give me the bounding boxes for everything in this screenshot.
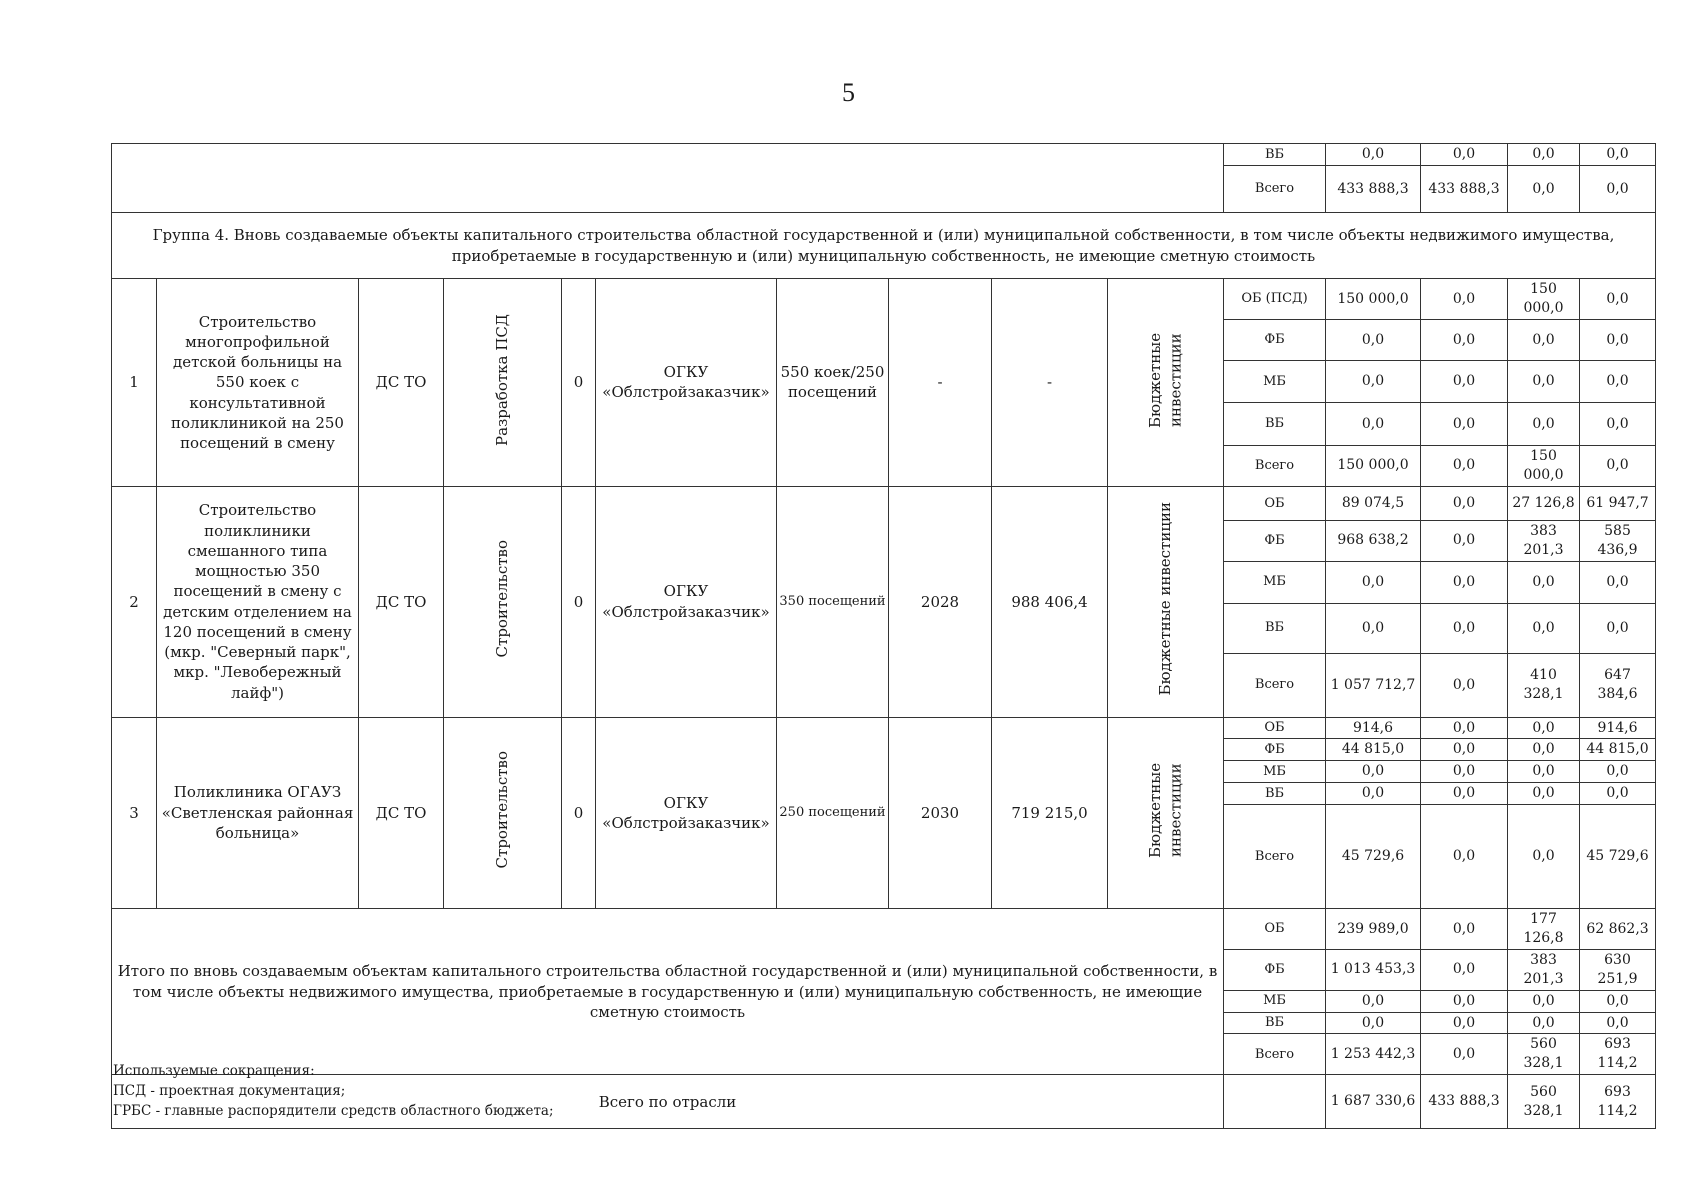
stage-text: Строительство <box>493 540 512 658</box>
value-cell: 62 862,3 <box>1580 909 1656 950</box>
grbs-cell: ДС ТО <box>359 486 444 717</box>
value-cell: 0,0 <box>1508 361 1580 403</box>
value-cell: 0,0 <box>1421 805 1508 909</box>
value-cell: 0,0 <box>1326 761 1421 783</box>
value-cell: 44 815,0 <box>1580 739 1656 761</box>
value-cell: 410 328,1 <box>1508 653 1580 717</box>
value-cell: 433 888,3 <box>1421 1075 1508 1129</box>
grbs-cell: ДС ТО <box>359 717 444 909</box>
value-cell: 0,0 <box>1421 361 1508 403</box>
value-cell: 0,0 <box>1421 739 1508 761</box>
source-label: ФБ <box>1224 739 1326 761</box>
source-label: ВБ <box>1224 603 1326 653</box>
value-cell: 0,0 <box>1326 144 1421 166</box>
zero-cell: 0 <box>562 486 596 717</box>
notes-heading: Используемые сокращения: <box>113 1063 315 1079</box>
value-cell: 560 328,1 <box>1508 1075 1580 1129</box>
value-cell: 0,0 <box>1508 144 1580 166</box>
value-cell: 0,0 <box>1580 446 1656 487</box>
source-label: Всего <box>1224 446 1326 487</box>
funding-type-text: Бюджетные инвестиции <box>1146 762 1185 858</box>
source-label: Всего <box>1224 653 1326 717</box>
value-cell: 0,0 <box>1421 717 1508 739</box>
value-cell: 177 126,8 <box>1508 909 1580 950</box>
row-number: 3 <box>112 717 157 909</box>
value-cell: 0,0 <box>1421 486 1508 520</box>
source-label: Всего <box>1224 166 1326 213</box>
capacity-cell: 250 посещений <box>777 717 889 909</box>
value-cell: 0,0 <box>1508 739 1580 761</box>
customer-cell: ОГКУ «Облстройзаказчик» <box>596 717 777 909</box>
value-cell: 0,0 <box>1508 603 1580 653</box>
zero-cell: 0 <box>562 279 596 487</box>
value-cell: 0,0 <box>1326 361 1421 403</box>
value-cell: 150 000,0 <box>1326 279 1421 320</box>
value-cell: 0,0 <box>1580 166 1656 213</box>
object-name: Строительство поликлиники смешанного типа мощностью 350 посещений в смену с детским отделением на 120 посещений в смену (мкр. "Северный парк", мкр. "Левобережный лайф") <box>157 486 359 717</box>
value-cell: 0,0 <box>1580 990 1656 1012</box>
row-number: 1 <box>112 279 157 487</box>
funding-type-cell <box>1108 486 1224 717</box>
table-row <box>112 486 1656 520</box>
source-label: МБ <box>1224 761 1326 783</box>
value-cell: 1 253 442,3 <box>1326 1034 1421 1075</box>
value-cell: 0,0 <box>1508 805 1580 909</box>
zero-cell: 0 <box>562 717 596 909</box>
value-cell: 0,0 <box>1421 144 1508 166</box>
value-cell: 45 729,6 <box>1326 805 1421 909</box>
value-cell: 0,0 <box>1508 1012 1580 1034</box>
value-cell: 89 074,5 <box>1326 486 1421 520</box>
capacity-cell: 350 посещений <box>777 486 889 717</box>
funding-type-text: Бюджетные инвестиции <box>1146 332 1185 428</box>
value-cell: 0,0 <box>1421 653 1508 717</box>
empty-cell <box>112 144 1224 213</box>
value-cell: 0,0 <box>1421 403 1508 446</box>
source-label: ВБ <box>1224 403 1326 446</box>
value-cell: 0,0 <box>1421 783 1508 805</box>
source-label: МБ <box>1224 990 1326 1012</box>
value-cell: 0,0 <box>1580 403 1656 446</box>
source-label: МБ <box>1224 361 1326 403</box>
value-cell: 0,0 <box>1326 990 1421 1012</box>
year-cell: 2030 <box>889 717 992 909</box>
value-cell: 968 638,2 <box>1326 520 1421 561</box>
value-cell: 647 384,6 <box>1580 653 1656 717</box>
value-cell: 0,0 <box>1580 144 1656 166</box>
source-label: ФБ <box>1224 949 1326 990</box>
value-cell: 0,0 <box>1421 603 1508 653</box>
value-cell: 27 126,8 <box>1508 486 1580 520</box>
source-label: ОБ (ПСД) <box>1224 279 1326 320</box>
value-cell: 0,0 <box>1508 783 1580 805</box>
value-cell: 0,0 <box>1421 446 1508 487</box>
value-cell: 0,0 <box>1580 783 1656 805</box>
source-label: Всего <box>1224 805 1326 909</box>
stage-text: Строительство <box>493 751 512 869</box>
value-cell: 383 201,3 <box>1508 949 1580 990</box>
cost-cell: - <box>992 279 1108 487</box>
value-cell: 0,0 <box>1508 166 1580 213</box>
value-cell: 150 000,0 <box>1326 446 1421 487</box>
value-cell: 1 013 453,3 <box>1326 949 1421 990</box>
value-cell: 0,0 <box>1421 279 1508 320</box>
source-label: ВБ <box>1224 1012 1326 1034</box>
value-cell: 693 114,2 <box>1580 1075 1656 1129</box>
source-label: ОБ <box>1224 717 1326 739</box>
value-cell: 0,0 <box>1580 603 1656 653</box>
grbs-cell: ДС ТО <box>359 279 444 487</box>
value-cell: 433 888,3 <box>1326 166 1421 213</box>
table-row <box>112 144 1656 166</box>
funding-type-cell <box>1108 717 1224 909</box>
value-cell: 0,0 <box>1421 990 1508 1012</box>
value-cell: 0,0 <box>1326 603 1421 653</box>
page-number: 5 <box>842 78 855 107</box>
stage-cell <box>444 717 562 909</box>
object-name: Строительство многопрофильной детской больницы на 550 коек с консультативной поликлиникой на 250 посещений в смену <box>157 279 359 487</box>
value-cell: 0,0 <box>1508 717 1580 739</box>
cost-cell: 988 406,4 <box>992 486 1108 717</box>
year-cell: - <box>889 279 992 487</box>
value-cell: 0,0 <box>1508 561 1580 603</box>
note-item: ГРБС - главные распорядители средств областного бюджета; <box>113 1102 554 1119</box>
value-cell: 914,6 <box>1580 717 1656 739</box>
value-cell: 0,0 <box>1421 320 1508 361</box>
value-cell: 0,0 <box>1326 320 1421 361</box>
table-row <box>112 717 1656 739</box>
value-cell: 914,6 <box>1326 717 1421 739</box>
source-label: Всего <box>1224 1034 1326 1075</box>
value-cell: 150 000,0 <box>1508 279 1580 320</box>
funding-type-text: Бюджетные инвестиции <box>1156 502 1175 696</box>
value-cell: 0,0 <box>1326 783 1421 805</box>
value-cell: 0,0 <box>1508 403 1580 446</box>
customer-cell: ОГКУ «Облстройзаказчик» <box>596 279 777 487</box>
investment-table <box>111 143 1656 1129</box>
value-cell: 0,0 <box>1508 320 1580 361</box>
value-cell: 1 057 712,7 <box>1326 653 1421 717</box>
industry-total-label: Всего по отрасли <box>112 1075 1224 1129</box>
source-label: МБ <box>1224 561 1326 603</box>
value-cell: 0,0 <box>1580 279 1656 320</box>
value-cell: 0,0 <box>1580 561 1656 603</box>
value-cell: 0,0 <box>1421 909 1508 950</box>
customer-cell: ОГКУ «Облстройзаказчик» <box>596 486 777 717</box>
summary-title: Итого по вновь создаваемым объектам капитального строительства областной государственной и (или) муниципальной собственности, в том числе объекты недвижимого имущества, приобретаемые в государственную и (или) муниципальную собственность, не имеющие сметную стоимость <box>112 909 1224 1075</box>
source-label: ФБ <box>1224 520 1326 561</box>
value-cell: 0,0 <box>1326 403 1421 446</box>
empty-cell <box>1224 1075 1326 1129</box>
value-cell: 0,0 <box>1508 761 1580 783</box>
value-cell: 0,0 <box>1421 1012 1508 1034</box>
value-cell: 0,0 <box>1326 1012 1421 1034</box>
source-label: ОБ <box>1224 909 1326 950</box>
value-cell: 0,0 <box>1421 520 1508 561</box>
value-cell: 0,0 <box>1421 561 1508 603</box>
value-cell: 0,0 <box>1580 761 1656 783</box>
value-cell: 0,0 <box>1580 361 1656 403</box>
value-cell: 0,0 <box>1326 561 1421 603</box>
value-cell: 0,0 <box>1421 1034 1508 1075</box>
note-item: ПСД - проектная документация; <box>113 1082 346 1099</box>
source-label: ОБ <box>1224 486 1326 520</box>
value-cell: 0,0 <box>1580 320 1656 361</box>
value-cell: 0,0 <box>1580 1012 1656 1034</box>
object-name: Поликлиника ОГАУЗ «Светленская районная больница» <box>157 717 359 909</box>
value-cell: 45 729,6 <box>1580 805 1656 909</box>
value-cell: 585 436,9 <box>1580 520 1656 561</box>
value-cell: 61 947,7 <box>1580 486 1656 520</box>
source-label: ФБ <box>1224 320 1326 361</box>
table-row <box>112 279 1656 320</box>
year-cell: 2028 <box>889 486 992 717</box>
funding-type-cell <box>1108 279 1224 487</box>
value-cell: 630 251,9 <box>1580 949 1656 990</box>
value-cell: 44 815,0 <box>1326 739 1421 761</box>
cost-cell: 719 215,0 <box>992 717 1108 909</box>
value-cell: 0,0 <box>1421 761 1508 783</box>
abbreviations-notes <box>113 1062 554 1122</box>
table-row <box>112 213 1656 279</box>
value-cell: 150 000,0 <box>1508 446 1580 487</box>
value-cell: 0,0 <box>1421 949 1508 990</box>
source-label: ВБ <box>1224 144 1326 166</box>
stage-text: Разработка ПСД <box>493 313 512 446</box>
group-title: Группа 4. Вновь создаваемые объекты капитального строительства областной государственной и (или) муниципальной собственности, в том числе объекты недвижимого имущества, приобретаемые в государственную и (или) муниципальную собственность, не имеющие сметную стоимость <box>112 213 1656 279</box>
value-cell: 383 201,3 <box>1508 520 1580 561</box>
value-cell: 239 989,0 <box>1326 909 1421 950</box>
stage-cell <box>444 486 562 717</box>
value-cell: 433 888,3 <box>1421 166 1508 213</box>
value-cell: 1 687 330,6 <box>1326 1075 1421 1129</box>
source-label: ВБ <box>1224 783 1326 805</box>
table-row <box>112 909 1656 950</box>
capacity-cell: 550 коек/250 посещений <box>777 279 889 487</box>
value-cell: 0,0 <box>1508 990 1580 1012</box>
value-cell: 693 114,2 <box>1580 1034 1656 1075</box>
stage-cell <box>444 279 562 487</box>
row-number: 2 <box>112 486 157 717</box>
value-cell: 560 328,1 <box>1508 1034 1580 1075</box>
